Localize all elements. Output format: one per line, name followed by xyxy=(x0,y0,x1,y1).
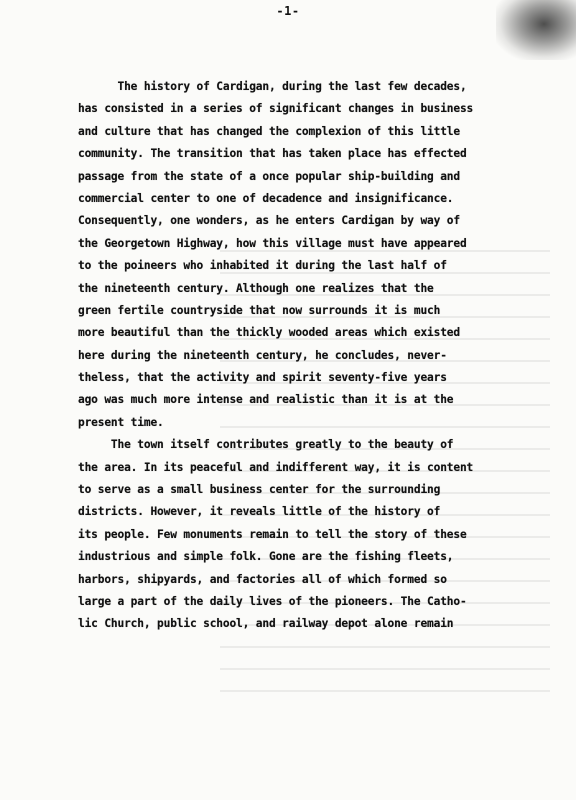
text-line: its people. Few monuments remain to tell the story of these xyxy=(78,527,467,541)
text-line: the Georgetown Highway, how this village must have appeared xyxy=(78,236,467,250)
text-line: the nineteenth century. Although one realizes that the xyxy=(78,281,434,295)
text-line: and culture that has changed the complexion of this little xyxy=(78,124,460,138)
body-text xyxy=(78,76,528,636)
text-line: present time. xyxy=(78,415,164,429)
text-line: districts. However, it reveals little of the history of xyxy=(78,505,441,519)
text-line: to the poineers who inhabited it during the last half of xyxy=(78,259,447,273)
text-line: ago was much more intense and realistic than it is at the xyxy=(78,393,454,407)
text-line: here during the nineteenth century, he concludes, never- xyxy=(78,348,447,362)
text-line: Consequently, one wonders, as he enters Cardigan by way of xyxy=(78,214,460,228)
text-line: commercial center to one of decadence and insignificance. xyxy=(78,191,454,205)
text-line: theless, that the activity and spirit seventy-five years xyxy=(78,371,447,385)
text-line: has consisted in a series of significant changes in business xyxy=(78,102,474,116)
paragraph-2 xyxy=(78,434,528,636)
text-line: to serve as a small business center for the surrounding xyxy=(78,483,441,497)
text-line: green fertile countryside that now surrounds it is much xyxy=(78,303,441,317)
text-line: the area. In its peaceful and indifferent way, it is content xyxy=(78,460,474,474)
text-line: more beautiful than the thickly wooded areas which existed xyxy=(78,326,460,340)
text-line: The town itself contributes greatly to the beauty of xyxy=(78,438,454,452)
text-line: The history of Cardigan, during the last few decades, xyxy=(78,80,467,93)
page-number: -1- xyxy=(276,4,300,18)
text-line: large a part of the daily lives of the pioneers. The Catho- xyxy=(78,594,467,608)
text-line: harbors, shipyards, and factories all of which formed so xyxy=(78,572,447,586)
text-line: passage from the state of a once popular ship-building and xyxy=(78,169,460,183)
text-line: industrious and simple folk. Gone are the fishing fleets, xyxy=(78,550,454,564)
text-line: community. The transition that has taken place has effected xyxy=(78,147,467,161)
text-line: lic Church, public school, and railway depot alone remain xyxy=(78,617,454,631)
paragraph-1 xyxy=(78,76,528,434)
